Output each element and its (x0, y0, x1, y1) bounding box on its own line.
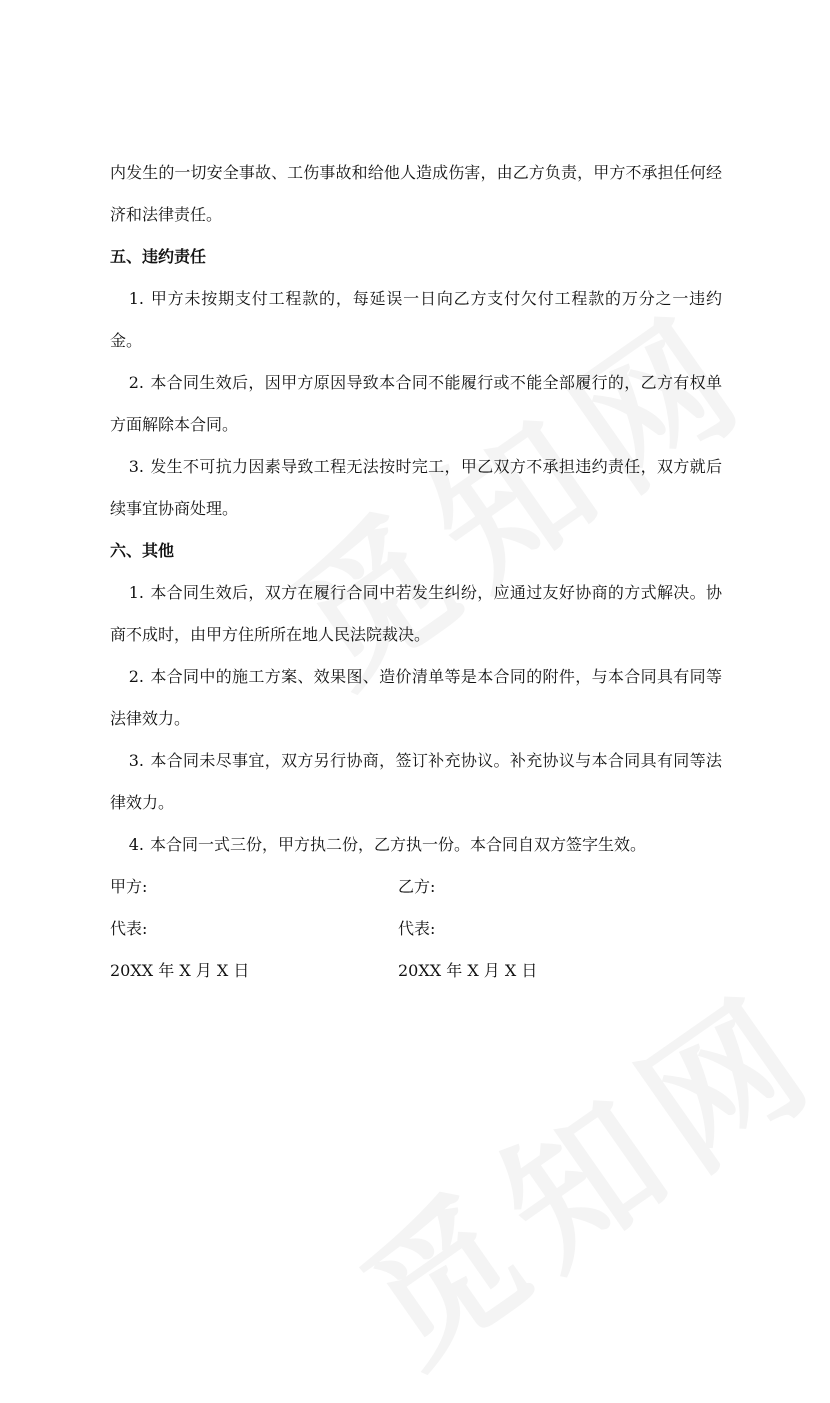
watermark-bottom (314, 933, 830, 1402)
clause-text: 本合同生效后，因甲方原因导致本合同不能履行或不能全部履行的，乙方有权单方面解除本合同。 (110, 373, 722, 434)
date-b: 20XX 年 X 月 X 日 (398, 961, 538, 980)
clause-text: 甲方未按期支付工程款的，每延误一日向乙方支付欠付工程款的万分之一违约金。 (110, 289, 722, 350)
clause-item (110, 278, 722, 362)
clause-text: 发生不可抗力因素导致工程无法按时完工，甲乙双方不承担违约责任，双方就后续事宜协商处理。 (110, 457, 722, 518)
clause-item (110, 740, 722, 824)
clause-number: 2. (128, 373, 144, 392)
clause-item (110, 572, 722, 656)
section-heading-other: 六、其他 (110, 541, 175, 560)
party-a-label: 甲方: (110, 877, 148, 896)
signature-rep-row (110, 908, 722, 950)
contract-body (110, 152, 722, 992)
clause-item (110, 446, 722, 530)
party-b-label: 乙方: (398, 877, 436, 896)
clause-item (110, 824, 722, 866)
continued-paragraph: 内发生的一切安全事故、工伤事故和给他人造成伤害，由乙方负责，甲方不承担任何经济和法律责任。 (110, 163, 722, 224)
clause-item (110, 362, 722, 446)
clause-number: 4. (128, 835, 144, 854)
clause-number: 3. (128, 751, 144, 770)
rep-a-label: 代表: (110, 919, 148, 938)
clause-number: 1. (128, 583, 144, 602)
clause-text: 本合同生效后，双方在履行合同中若发生纠纷，应通过友好协商的方式解决。协商不成时，由甲方住所所在地人民法院裁决。 (110, 583, 722, 644)
signature-party-row (110, 866, 722, 908)
clause-text: 本合同未尽事宜，双方另行协商，签订补充协议。补充协议与本合同具有同等法律效力。 (110, 751, 722, 812)
clause-number: 2. (128, 667, 144, 686)
section-heading-breach: 五、违约责任 (110, 247, 207, 266)
date-a: 20XX 年 X 月 X 日 (110, 961, 250, 980)
clause-text: 本合同一式三份，甲方执二份，乙方执一份。本合同自双方签字生效。 (150, 835, 647, 854)
rep-b-label: 代表: (398, 919, 436, 938)
signature-date-row (110, 950, 722, 992)
clause-item (110, 656, 722, 740)
clause-number: 3. (128, 457, 144, 476)
clause-text: 本合同中的施工方案、效果图、造价清单等是本合同的附件，与本合同具有同等法律效力。 (110, 667, 722, 728)
clause-number: 1. (128, 289, 144, 308)
